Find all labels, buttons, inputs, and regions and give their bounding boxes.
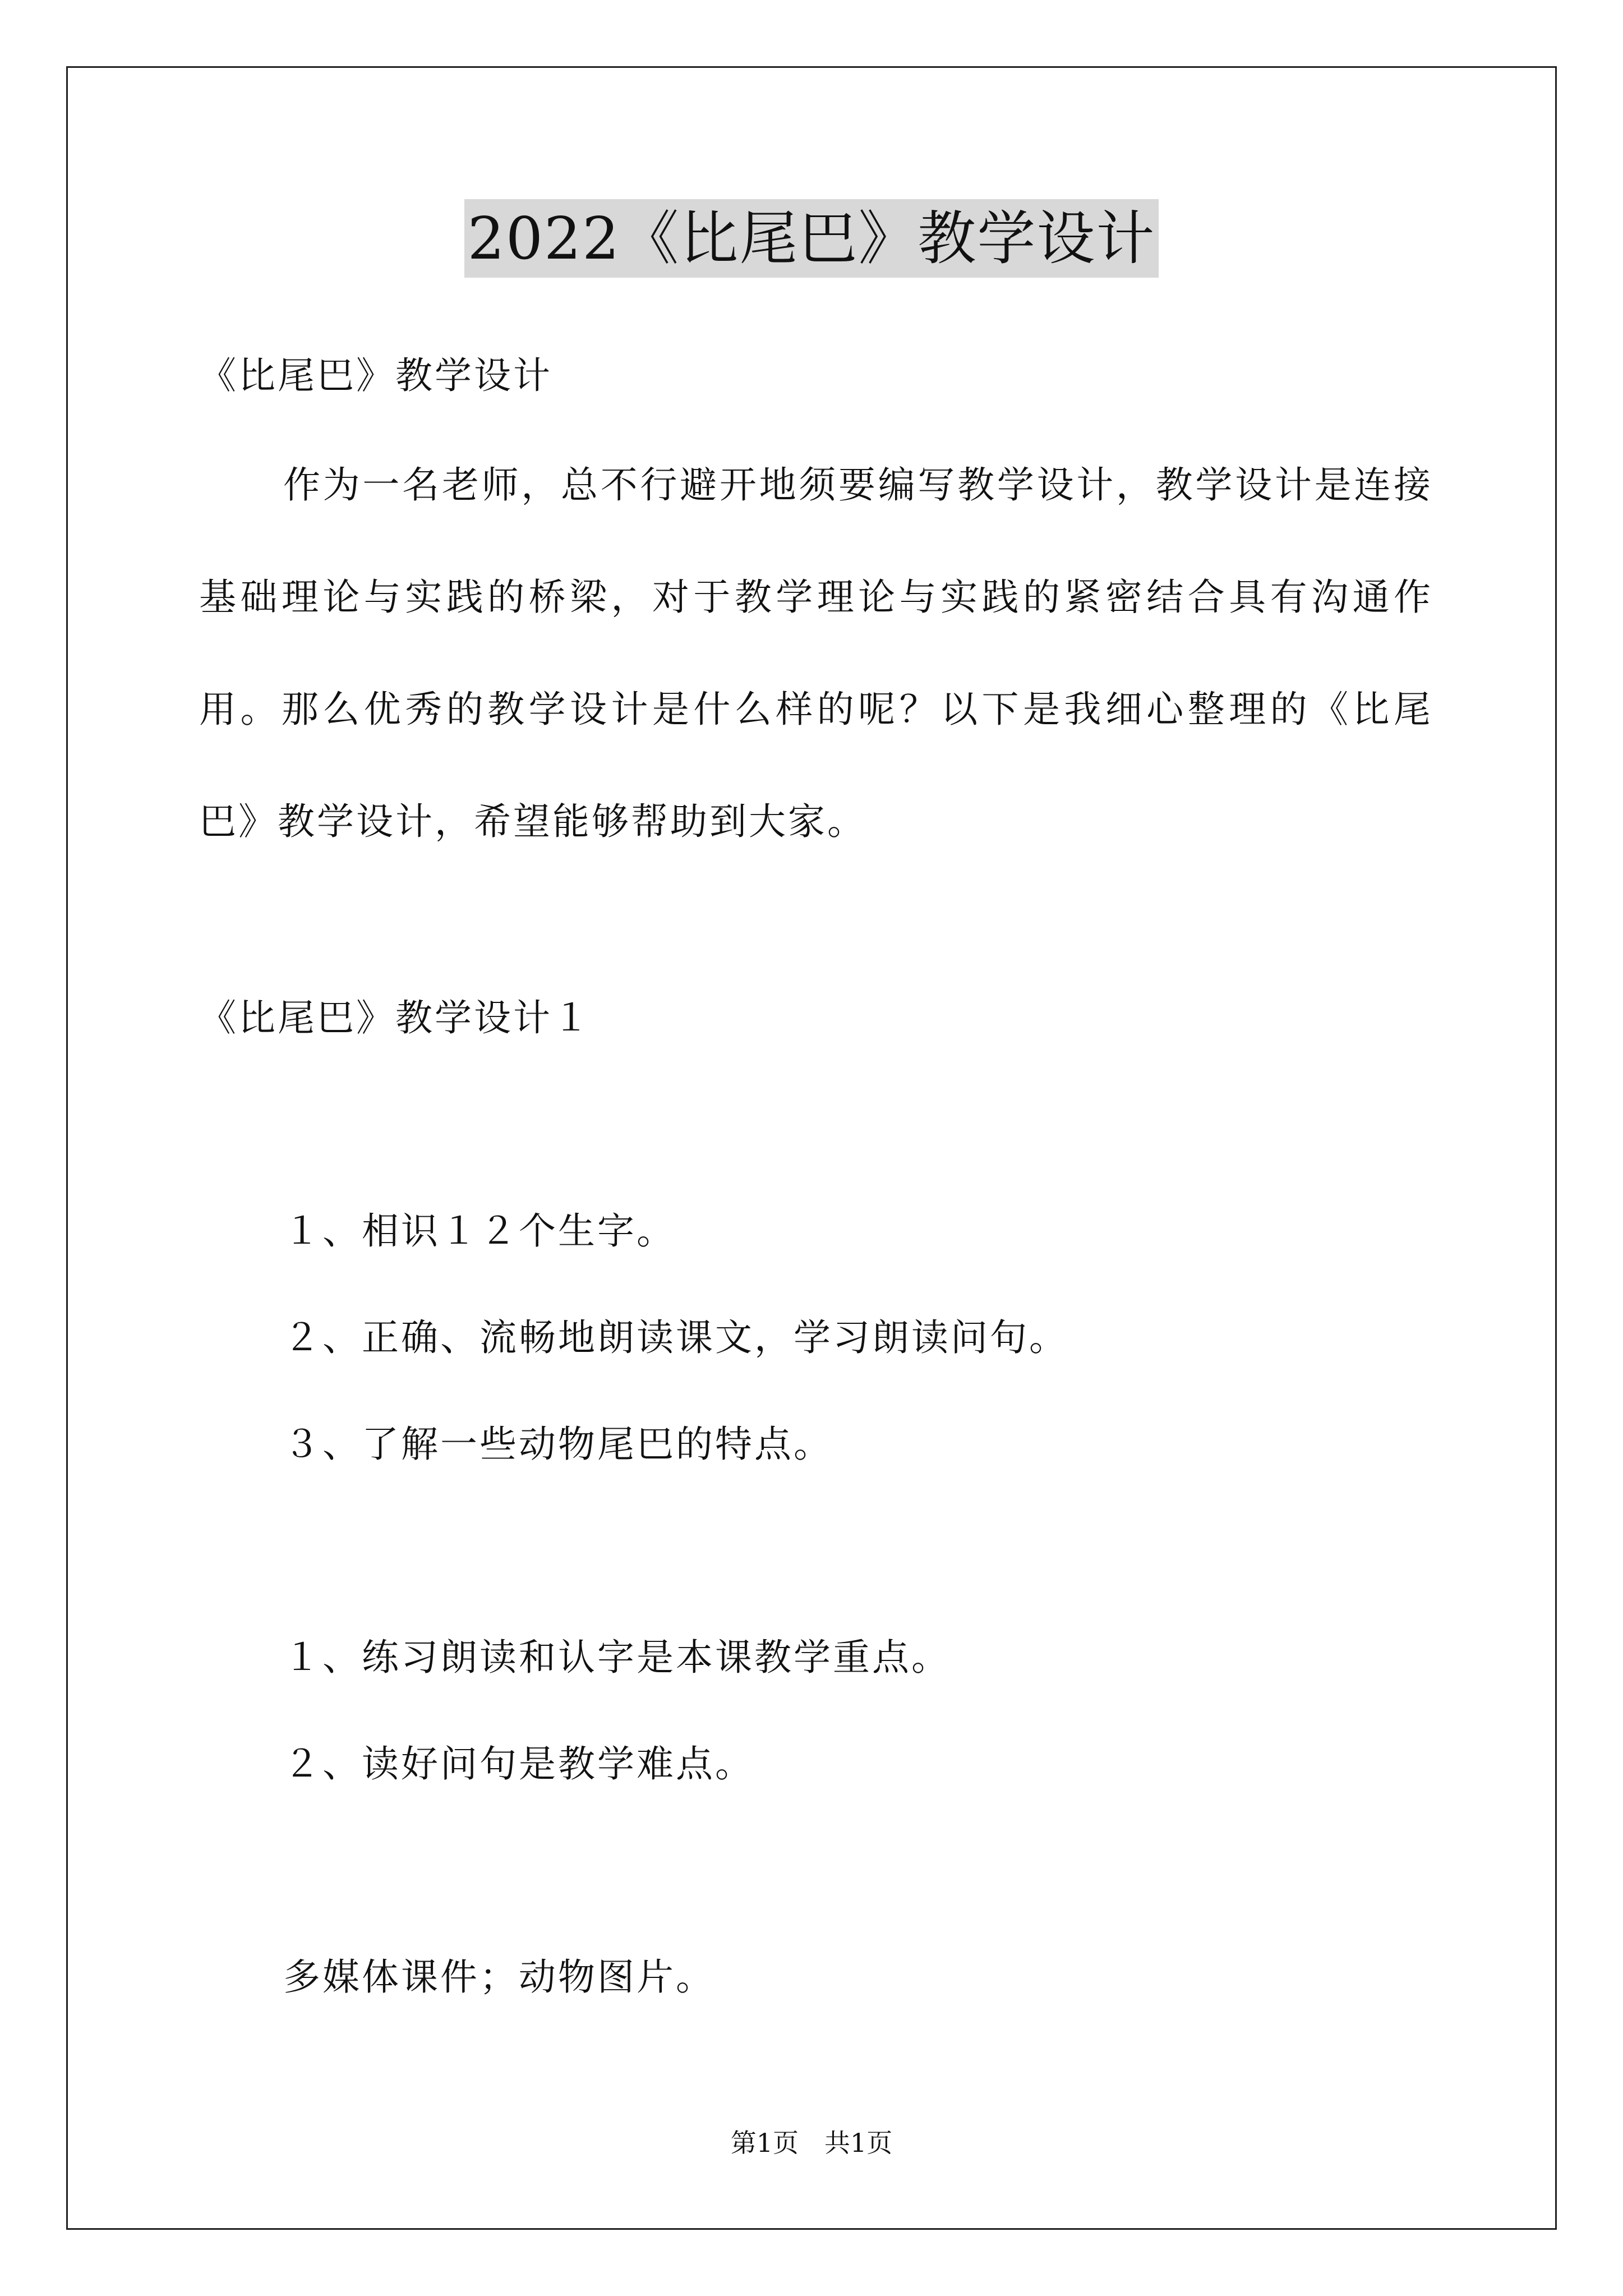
materials-line: 多媒体课件；动物图片。 — [283, 1955, 715, 1999]
goal-item-3: ３、了解一些动物尾巴的特点。 — [283, 1423, 833, 1466]
goal-item-1: １、相识１２个生字。 — [283, 1209, 676, 1253]
key-point-1: １、练习朗读和认字是本课教学重点。 — [283, 1636, 951, 1679]
document-title: 2022《比尾巴》教学设计 — [464, 199, 1159, 278]
intro-paragraph: 作为一名老师，总不行避开地须要编写教学设计，教学设计是连接基础理论与实践的桥梁，对于教学理论与实践的紧密结合具有沟通作用。那么优秀的教学设计是什么样的呢？以下是我细心整理的《比尾巴》教学设计，希望能够帮助到大家。 — [199, 463, 1433, 843]
title-block — [0, 199, 1623, 278]
section-heading: 《比尾巴》教学设计１ — [199, 996, 592, 1039]
subtitle: 《比尾巴》教学设计 — [199, 354, 552, 397]
key-point-2: ２、读好问句是教学难点。 — [283, 1742, 754, 1786]
goal-item-2: ２、正确、流畅地朗读课文，学习朗读问句。 — [283, 1316, 1068, 1359]
page-footer: 第1页 共1页 — [730, 2128, 893, 2158]
